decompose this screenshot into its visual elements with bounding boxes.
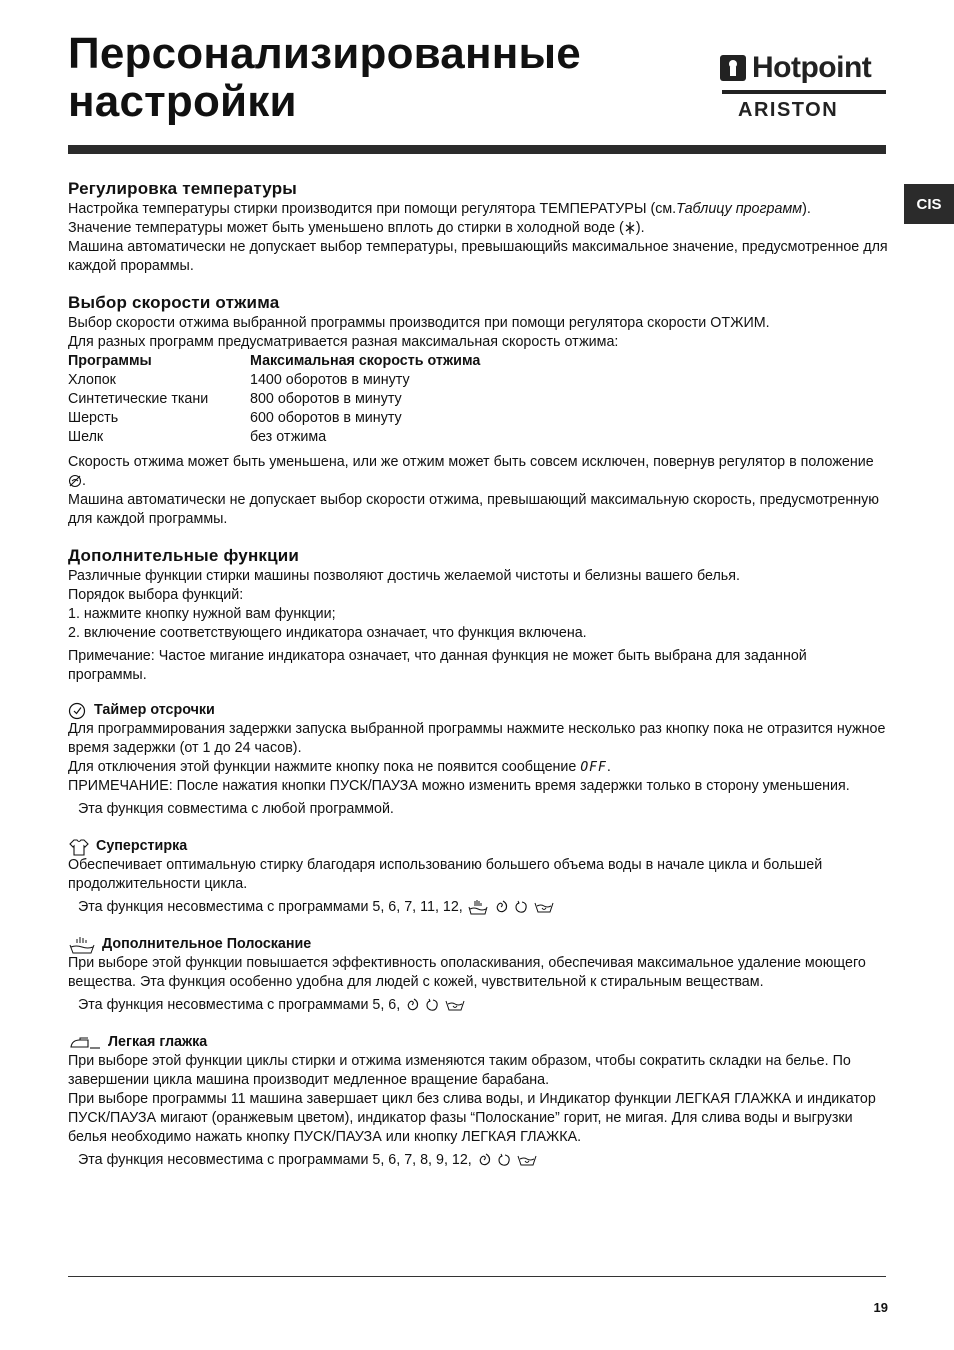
spiral-icon — [404, 997, 420, 1013]
temperature-cold-end: ). — [635, 220, 645, 236]
rinse-heading-text: Дополнительное Полоскание — [102, 936, 312, 952]
superwash-heading-text: Суперстирка — [96, 838, 188, 854]
functions-step-1: 1. нажмите кнопку нужной вам функции; — [68, 606, 336, 622]
spin-heading: Выбор скорости отжима — [68, 293, 280, 312]
superwash-heading — [68, 837, 888, 856]
table-row — [68, 371, 480, 390]
table-header-programs: Программы — [68, 353, 152, 369]
rinse-compat — [68, 996, 888, 1015]
temperature-text-end: ). — [802, 201, 811, 217]
gentle-cycle-icon — [424, 997, 440, 1013]
table-cell-program: Шерсть — [68, 410, 119, 426]
temperature-paragraph-3: Машина автоматически не допускает выбор температуры, превышающийs максимальное значение, предусмотренное для каждой прораммы. — [68, 239, 888, 274]
timer-heading — [68, 701, 888, 720]
timer-compat: Эта функция совместима с любой программой. — [78, 801, 394, 817]
logo-sub-text: ARISTON — [738, 99, 839, 121]
title-rule — [68, 145, 886, 154]
page-title: Персонализированные настройки — [68, 29, 581, 126]
language-tab: CIS — [904, 184, 954, 224]
delicate-basin-icon — [533, 899, 555, 915]
functions-heading: Дополнительные функции — [68, 546, 300, 565]
off-display-text: OFF — [580, 760, 607, 775]
iron-paragraph-2: При выборе программы 11 машина завершает цикл без слива воды, и Индикатор функции ЛЕГКАЯ ГЛАЖКА и индикатор ПУСК/ПАУЗА мигают (оранжевым цветом), индикатор фазы “Полоскание” горит, не мигая. Для слива воды и выгрузки белья необходимо нажать кнопку ПУСК/ПАУЗА или кнопку ЛЕГКАЯ ГЛАЖКА. — [68, 1091, 876, 1145]
gentle-cycle-icon — [513, 899, 529, 915]
footer-rule — [68, 1276, 886, 1277]
timer-heading-text: Таймер отсрочки — [94, 702, 215, 718]
spiral-icon — [476, 1152, 492, 1168]
cold-wash-icon — [624, 221, 636, 235]
temperature-paragraph-1 — [68, 200, 888, 219]
superwash-compat-text: Эта функция несовместима с программами 5, 6, 7, 11, 12, — [78, 899, 467, 915]
functions-paragraph-1: Различные функции стирки машины позволяют достичь желаемой чистоты и белизны вашего белья. — [68, 568, 740, 584]
shirt-icon — [68, 838, 90, 856]
iron-icon — [68, 1036, 102, 1050]
superwash-compat — [68, 898, 888, 917]
timer-paragraph-3: ПРИМЕЧАНИЕ: После нажатия кнопки ПУСК/ПАУЗА можно изменить время задержки только в сторону уменьшения. — [68, 778, 850, 794]
timer-off-text: Для отключения этой функции нажмите кнопку пока не появится сообщение — [68, 759, 581, 775]
table-cell-speed: 600 оборотов в минуту — [250, 410, 402, 426]
table-cell-program: Хлопок — [68, 372, 116, 388]
spin-paragraph-1: Выбор скорости отжима выбранной программы производится при помощи регулятора скорости ОТЖИМ. — [68, 315, 770, 331]
functions-step-2: 2. включение соответствующего индикатора означает, что функция включена. — [68, 625, 587, 641]
table-cell-speed: без отжима — [250, 429, 327, 445]
spin-paragraph-3 — [68, 453, 888, 491]
iron-compat — [68, 1151, 888, 1170]
hand-wash-icon — [467, 899, 489, 915]
spin-paragraph-4: Машина автоматически не допускает выбор скорости отжима, превышающий максимальную скорость, предусмотренную для каждой программы. — [68, 492, 879, 527]
temperature-heading: Регулировка температуры — [68, 179, 298, 198]
no-spin-icon — [68, 474, 82, 488]
delicate-basin-icon — [444, 997, 466, 1013]
timer-paragraph-2 — [68, 758, 888, 777]
table-row — [68, 409, 480, 428]
page-content — [68, 178, 888, 1170]
rinse-heading — [68, 935, 888, 954]
temperature-cold-text: Значение температуры может быть уменьшено вплоть до стирки в холодной воде ( — [68, 220, 624, 236]
functions-note: Примечание: Частое мигание индикатора означает, что данная функция не может быть выбрана для заданной программы. — [68, 648, 807, 683]
rinse-paragraph-1: При выборе этой функции повышается эффективность ополаскивания, обеспечивая максимальное удаление моющего вещества. Эта функция особенно удобна для людей с кожей, чувствительной к стиральным веществам. — [68, 955, 866, 990]
functions-paragraph-2: Порядок выбора функций: — [68, 587, 244, 603]
table-row — [68, 428, 480, 447]
logo-divider — [722, 90, 886, 94]
brand-logo — [720, 50, 886, 122]
table-cell-program: Синтетические ткани — [68, 391, 209, 407]
table-header-row — [68, 352, 480, 371]
table-row — [68, 390, 480, 409]
clock-icon — [68, 702, 88, 720]
iron-compat-text: Эта функция несовместима с программами 5, 6, 7, 8, 9, 12, — [78, 1152, 476, 1168]
page-number: 19 — [873, 1300, 888, 1315]
spin-reduce-text: Скорость отжима может быть уменьшена, или же отжим может быть совсем исключен, повернув регулятор в положение — [68, 454, 874, 470]
spiral-icon — [493, 899, 509, 915]
temperature-text: Настройка температуры стирки производится при помощи регулятора ТЕМПЕРАТУРЫ (см. — [68, 201, 677, 217]
temperature-paragraph-2 — [68, 219, 888, 238]
logo-brand-text: Hotpoint — [752, 51, 872, 84]
delicate-basin-icon — [516, 1152, 538, 1168]
spin-speed-table — [68, 352, 480, 447]
rinse-compat-text: Эта функция несовместима с программами 5, 6, — [78, 997, 405, 1013]
spin-reduce-end: . — [82, 473, 86, 489]
timer-off-end: . — [606, 759, 611, 775]
hotpoint-mark-icon — [720, 55, 746, 81]
table-cell-program: Шелк — [68, 429, 104, 445]
table-cell-speed: 1400 оборотов в минуту — [250, 372, 410, 388]
extra-rinse-icon — [68, 936, 96, 954]
gentle-cycle-icon — [496, 1152, 512, 1168]
table-header-max-speed: Максимальная скорость отжима — [250, 353, 481, 369]
timer-paragraph-1: Для программирования задержки запуска выбранной программы нажмите несколько раз кнопку пока не отразится нужное время задержки (от 1 до 24 часов). — [68, 721, 886, 756]
iron-paragraph-1: При выборе этой функции циклы стирки и отжима изменяются таким образом, чтобы сократить складки на белье. По завершении цикла машина производит медленное вращение барабана. — [68, 1053, 851, 1088]
spin-paragraph-2: Для разных программ предусматривается разная максимальная скорость отжима: — [68, 334, 619, 350]
iron-heading — [68, 1033, 888, 1052]
program-table-reference: Таблицу программ — [676, 201, 803, 217]
superwash-paragraph-1: Обеспечивает оптимальную стирку благодаря использованию большего объема воды в начале цикла и большей продолжительности цикла. — [68, 857, 823, 892]
iron-heading-text: Легкая глажка — [108, 1034, 208, 1050]
table-cell-speed: 800 оборотов в минуту — [250, 391, 402, 407]
